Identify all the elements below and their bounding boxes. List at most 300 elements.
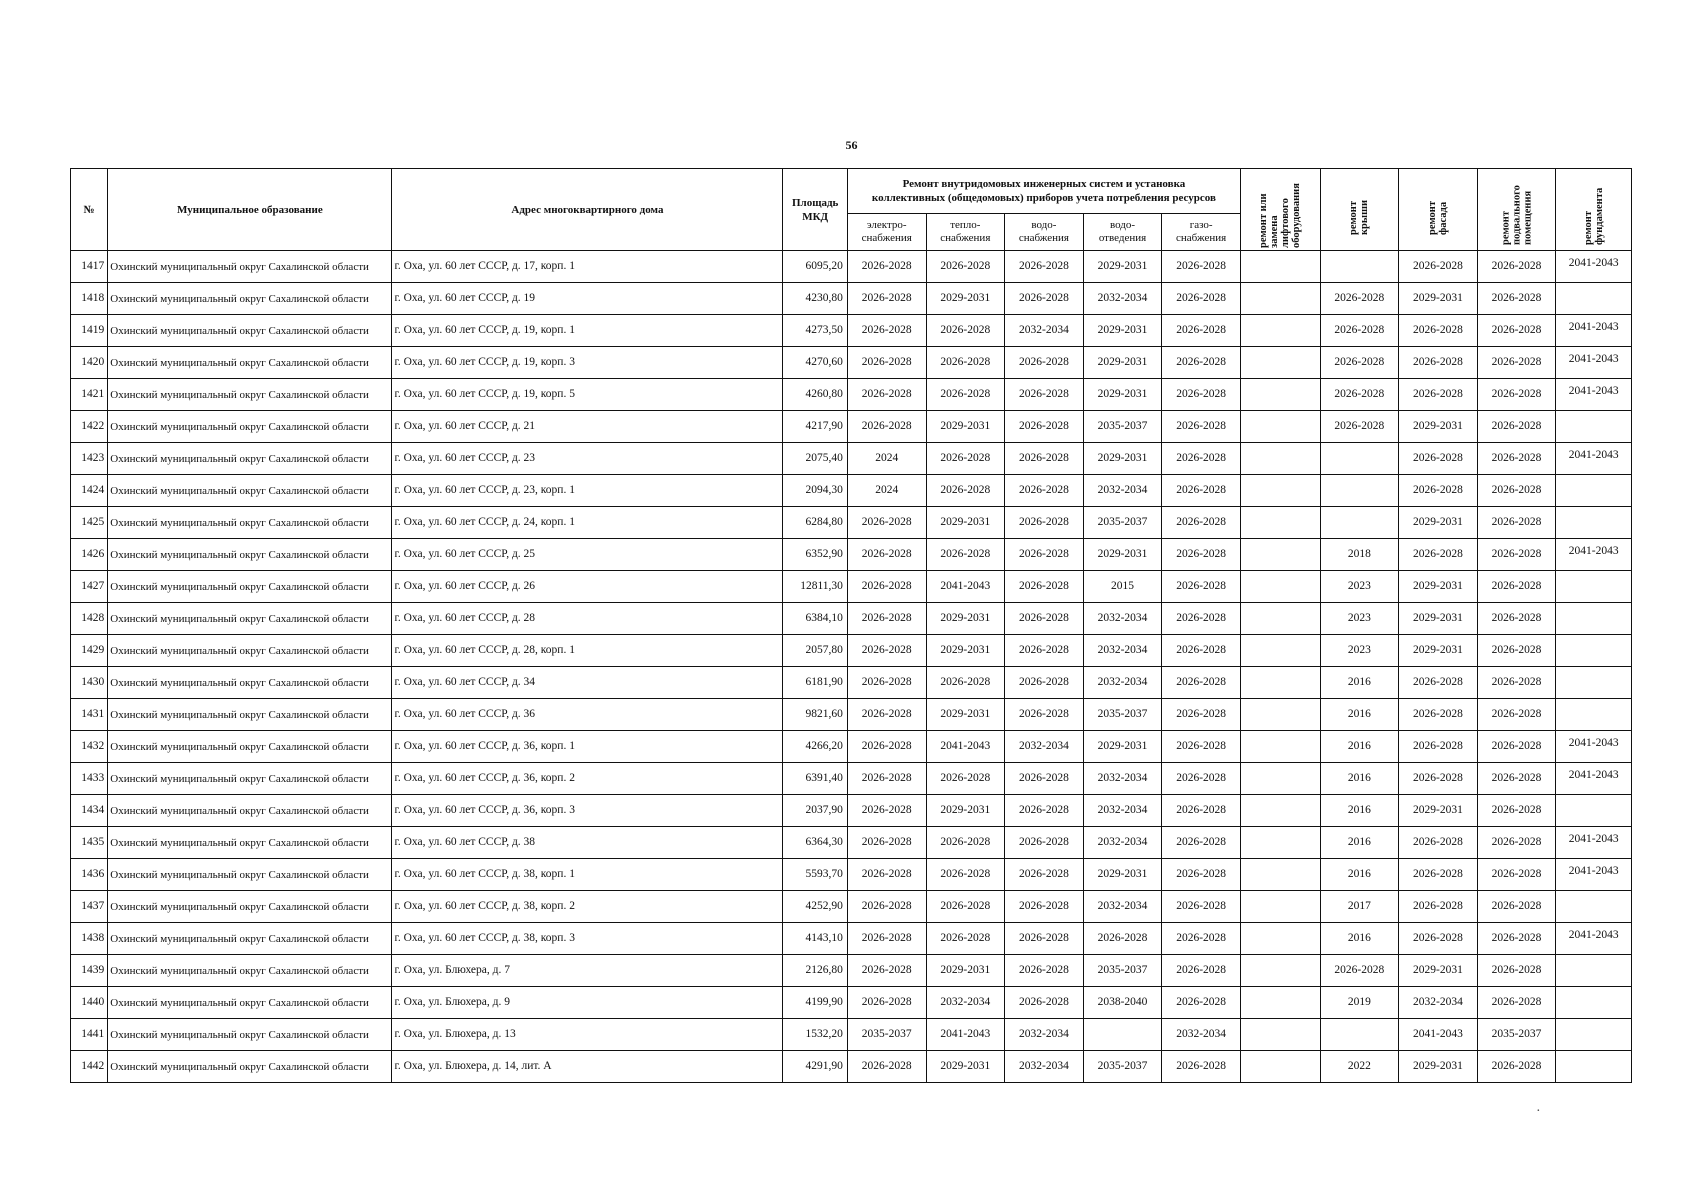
- cell-gas: 2026-2028: [1162, 603, 1241, 635]
- cell-area: 5593,70: [783, 859, 847, 891]
- cell-sewage: 2032-2034: [1083, 667, 1162, 699]
- cell-num: 1422: [71, 411, 108, 443]
- cell-municipality: Охинский муниципальный округ Сахалинской области: [108, 507, 392, 539]
- cell-roof: 2016: [1320, 699, 1399, 731]
- cell-area: 4217,90: [783, 411, 847, 443]
- cell-facade: 2029-2031: [1399, 283, 1478, 315]
- table-row: [71, 251, 1632, 283]
- cell-foundation: [1556, 1019, 1632, 1051]
- cell-electro: 2026-2028: [847, 379, 926, 411]
- cell-foundation: 2041-2043: [1556, 923, 1632, 955]
- cell-heat: 2026-2028: [926, 379, 1005, 411]
- header-foundation: [1556, 169, 1632, 251]
- cell-electro: 2026-2028: [847, 315, 926, 347]
- cell-roof: [1320, 475, 1399, 507]
- cell-roof: 2023: [1320, 571, 1399, 603]
- cell-sewage: 2029-2031: [1083, 443, 1162, 475]
- cell-electro: 2026-2028: [847, 795, 926, 827]
- cell-foundation: 2041-2043: [1556, 379, 1632, 411]
- cell-lift: [1240, 411, 1320, 443]
- cell-roof: 2022: [1320, 1051, 1399, 1083]
- cell-foundation: [1556, 571, 1632, 603]
- cell-municipality: Охинский муниципальный округ Сахалинской области: [108, 379, 392, 411]
- cell-num: 1437: [71, 891, 108, 923]
- cell-water: 2032-2034: [1005, 1019, 1084, 1051]
- page-number: 56: [845, 138, 858, 152]
- cell-area: 2094,30: [783, 475, 847, 507]
- cell-area: 12811,30: [783, 571, 847, 603]
- cell-basement: 2026-2028: [1477, 539, 1556, 571]
- cell-water: 2026-2028: [1005, 699, 1084, 731]
- cell-facade: 2026-2028: [1399, 827, 1478, 859]
- cell-area: 2057,80: [783, 635, 847, 667]
- cell-num: 1432: [71, 731, 108, 763]
- cell-sewage: 2035-2037: [1083, 1051, 1162, 1083]
- cell-sewage: 2029-2031: [1083, 539, 1162, 571]
- cell-electro: 2026-2028: [847, 667, 926, 699]
- cell-electro: 2026-2028: [847, 987, 926, 1019]
- cell-area: 6384,10: [783, 603, 847, 635]
- cell-sewage: 2032-2034: [1083, 763, 1162, 795]
- header-water: водо-снабжения: [1005, 214, 1084, 251]
- cell-electro: 2026-2028: [847, 763, 926, 795]
- cell-gas: 2026-2028: [1162, 731, 1241, 763]
- cell-foundation: [1556, 603, 1632, 635]
- cell-address: г. Оха, ул. Блюхера, д. 13: [392, 1019, 783, 1051]
- cell-municipality: Охинский муниципальный округ Сахалинской области: [108, 443, 392, 475]
- cell-electro: 2026-2028: [847, 891, 926, 923]
- cell-heat: 2032-2034: [926, 987, 1005, 1019]
- cell-foundation: 2041-2043: [1556, 315, 1632, 347]
- cell-basement: 2026-2028: [1477, 667, 1556, 699]
- cell-num: 1421: [71, 379, 108, 411]
- header-area: Площадь МКД: [783, 169, 847, 251]
- cell-foundation: [1556, 507, 1632, 539]
- cell-water: 2026-2028: [1005, 443, 1084, 475]
- cell-gas: 2026-2028: [1162, 347, 1241, 379]
- cell-basement: 2026-2028: [1477, 891, 1556, 923]
- header-roof-text: ремонт крыши: [1348, 199, 1371, 235]
- cell-num: 1441: [71, 1019, 108, 1051]
- cell-roof: 2016: [1320, 731, 1399, 763]
- cell-sewage: 2029-2031: [1083, 859, 1162, 891]
- cell-area: 4266,20: [783, 731, 847, 763]
- cell-water: 2026-2028: [1005, 603, 1084, 635]
- cell-municipality: Охинский муниципальный округ Сахалинской области: [108, 571, 392, 603]
- cell-num: 1429: [71, 635, 108, 667]
- cell-foundation: [1556, 667, 1632, 699]
- cell-water: 2026-2028: [1005, 859, 1084, 891]
- cell-lift: [1240, 379, 1320, 411]
- cell-foundation: [1556, 283, 1632, 315]
- cell-facade: 2032-2034: [1399, 987, 1478, 1019]
- cell-sewage: 2032-2034: [1083, 827, 1162, 859]
- cell-water: 2026-2028: [1005, 763, 1084, 795]
- cell-lift: [1240, 667, 1320, 699]
- cell-facade: 2029-2031: [1399, 571, 1478, 603]
- cell-roof: 2016: [1320, 923, 1399, 955]
- cell-electro: 2026-2028: [847, 603, 926, 635]
- cell-sewage: 2029-2031: [1083, 379, 1162, 411]
- cell-gas: 2026-2028: [1162, 827, 1241, 859]
- cell-municipality: Охинский муниципальный округ Сахалинской области: [108, 955, 392, 987]
- cell-electro: 2026-2028: [847, 347, 926, 379]
- cell-roof: 2016: [1320, 667, 1399, 699]
- cell-roof: 2026-2028: [1320, 283, 1399, 315]
- cell-electro: 2026-2028: [847, 251, 926, 283]
- cell-basement: 2026-2028: [1477, 315, 1556, 347]
- cell-facade: 2029-2031: [1399, 795, 1478, 827]
- cell-heat: 2041-2043: [926, 731, 1005, 763]
- cell-sewage: 2035-2037: [1083, 507, 1162, 539]
- table-row: [71, 571, 1632, 603]
- cell-area: 4270,60: [783, 347, 847, 379]
- cell-lift: [1240, 283, 1320, 315]
- table-row: [71, 667, 1632, 699]
- cell-address: г. Оха, ул. Блюхера, д. 7: [392, 955, 783, 987]
- cell-lift: [1240, 795, 1320, 827]
- cell-lift: [1240, 347, 1320, 379]
- cell-foundation: 2041-2043: [1556, 251, 1632, 283]
- cell-basement: 2026-2028: [1477, 475, 1556, 507]
- cell-electro: 2026-2028: [847, 283, 926, 315]
- cell-facade: 2029-2031: [1399, 411, 1478, 443]
- table-row: [71, 891, 1632, 923]
- cell-gas: 2026-2028: [1162, 763, 1241, 795]
- cell-water: 2026-2028: [1005, 539, 1084, 571]
- cell-lift: [1240, 763, 1320, 795]
- header-address: Адрес многоквартирного дома: [392, 169, 783, 251]
- table-row: [71, 763, 1632, 795]
- cell-gas: 2026-2028: [1162, 283, 1241, 315]
- cell-address: г. Оха, ул. Блюхера, д. 9: [392, 987, 783, 1019]
- cell-roof: 2023: [1320, 635, 1399, 667]
- cell-facade: 2026-2028: [1399, 699, 1478, 731]
- cell-gas: 2026-2028: [1162, 987, 1241, 1019]
- cell-water: 2026-2028: [1005, 667, 1084, 699]
- cell-address: г. Оха, ул. 60 лет СССР, д. 19, корп. 5: [392, 379, 783, 411]
- cell-num: 1439: [71, 955, 108, 987]
- cell-area: 6352,90: [783, 539, 847, 571]
- cell-municipality: Охинский муниципальный округ Сахалинской области: [108, 763, 392, 795]
- cell-municipality: Охинский муниципальный округ Сахалинской области: [108, 827, 392, 859]
- cell-roof: 2023: [1320, 603, 1399, 635]
- cell-facade: 2026-2028: [1399, 443, 1478, 475]
- cell-basement: 2026-2028: [1477, 731, 1556, 763]
- cell-address: г. Оха, ул. 60 лет СССР, д. 36, корп. 2: [392, 763, 783, 795]
- cell-basement: 2026-2028: [1477, 827, 1556, 859]
- cell-address: г. Оха, ул. 60 лет СССР, д. 38, корп. 2: [392, 891, 783, 923]
- cell-electro: 2026-2028: [847, 411, 926, 443]
- cell-area: 9821,60: [783, 699, 847, 731]
- cell-address: г. Оха, ул. 60 лет СССР, д. 24, корп. 1: [392, 507, 783, 539]
- cell-num: 1425: [71, 507, 108, 539]
- cell-num: 1434: [71, 795, 108, 827]
- cell-municipality: Охинский муниципальный округ Сахалинской области: [108, 475, 392, 507]
- cell-electro: 2026-2028: [847, 1051, 926, 1083]
- cell-facade: 2026-2028: [1399, 859, 1478, 891]
- table-row: [71, 539, 1632, 571]
- cell-sewage: 2032-2034: [1083, 283, 1162, 315]
- cell-facade: 2029-2031: [1399, 635, 1478, 667]
- cell-area: 6095,20: [783, 251, 847, 283]
- cell-municipality: Охинский муниципальный округ Сахалинской области: [108, 699, 392, 731]
- cell-municipality: Охинский муниципальный округ Сахалинской области: [108, 283, 392, 315]
- cell-electro: 2026-2028: [847, 859, 926, 891]
- cell-foundation: [1556, 1051, 1632, 1083]
- table-row: [71, 1051, 1632, 1083]
- cell-gas: 2026-2028: [1162, 411, 1241, 443]
- cell-foundation: 2041-2043: [1556, 347, 1632, 379]
- cell-foundation: 2041-2043: [1556, 763, 1632, 795]
- cell-water: 2026-2028: [1005, 795, 1084, 827]
- header-electro: электро-снабжения: [847, 214, 926, 251]
- cell-lift: [1240, 475, 1320, 507]
- cell-roof: 2016: [1320, 827, 1399, 859]
- cell-basement: 2026-2028: [1477, 251, 1556, 283]
- cell-gas: 2026-2028: [1162, 507, 1241, 539]
- cell-roof: [1320, 251, 1399, 283]
- cell-lift: [1240, 891, 1320, 923]
- cell-municipality: Охинский муниципальный округ Сахалинской области: [108, 1051, 392, 1083]
- cell-address: г. Оха, ул. 60 лет СССР, д. 38, корп. 1: [392, 859, 783, 891]
- cell-num: 1417: [71, 251, 108, 283]
- cell-basement: 2026-2028: [1477, 411, 1556, 443]
- cell-sewage: 2032-2034: [1083, 475, 1162, 507]
- cell-foundation: [1556, 987, 1632, 1019]
- table-row: [71, 283, 1632, 315]
- cell-heat: 2026-2028: [926, 891, 1005, 923]
- cell-heat: 2029-2031: [926, 635, 1005, 667]
- cell-num: 1424: [71, 475, 108, 507]
- cell-gas: 2026-2028: [1162, 475, 1241, 507]
- cell-num: 1433: [71, 763, 108, 795]
- cell-gas: 2026-2028: [1162, 539, 1241, 571]
- table-row: [71, 635, 1632, 667]
- cell-facade: 2026-2028: [1399, 315, 1478, 347]
- cell-lift: [1240, 635, 1320, 667]
- cell-address: г. Оха, ул. 60 лет СССР, д. 19: [392, 283, 783, 315]
- cell-heat: 2029-2031: [926, 411, 1005, 443]
- cell-gas: 2026-2028: [1162, 795, 1241, 827]
- header-municipality: Муниципальное образование: [108, 169, 392, 251]
- cell-heat: 2026-2028: [926, 859, 1005, 891]
- cell-gas: 2026-2028: [1162, 379, 1241, 411]
- cell-municipality: Охинский муниципальный округ Сахалинской области: [108, 347, 392, 379]
- cell-area: 1532,20: [783, 1019, 847, 1051]
- cell-lift: [1240, 571, 1320, 603]
- header-row-top: [71, 169, 1632, 214]
- cell-municipality: Охинский муниципальный округ Сахалинской области: [108, 251, 392, 283]
- cell-sewage: 2026-2028: [1083, 923, 1162, 955]
- cell-num: 1436: [71, 859, 108, 891]
- cell-municipality: Охинский муниципальный округ Сахалинской области: [108, 667, 392, 699]
- repair-schedule-table: [70, 168, 1632, 1083]
- cell-roof: 2019: [1320, 987, 1399, 1019]
- header-heat: тепло-снабжения: [926, 214, 1005, 251]
- cell-num: 1442: [71, 1051, 108, 1083]
- cell-num: 1420: [71, 347, 108, 379]
- cell-electro: 2024: [847, 443, 926, 475]
- cell-area: 4143,10: [783, 923, 847, 955]
- cell-roof: 2026-2028: [1320, 315, 1399, 347]
- cell-address: г. Оха, ул. 60 лет СССР, д. 19, корп. 1: [392, 315, 783, 347]
- cell-basement: 2026-2028: [1477, 859, 1556, 891]
- cell-num: 1440: [71, 987, 108, 1019]
- cell-electro: 2026-2028: [847, 955, 926, 987]
- cell-basement: 2035-2037: [1477, 1019, 1556, 1051]
- cell-water: 2026-2028: [1005, 827, 1084, 859]
- cell-address: г. Оха, ул. 60 лет СССР, д. 28: [392, 603, 783, 635]
- cell-municipality: Охинский муниципальный округ Сахалинской области: [108, 603, 392, 635]
- cell-municipality: Охинский муниципальный округ Сахалинской области: [108, 411, 392, 443]
- header-num: №: [71, 169, 108, 251]
- cell-municipality: Охинский муниципальный округ Сахалинской области: [108, 891, 392, 923]
- cell-heat: 2041-2043: [926, 571, 1005, 603]
- cell-roof: 2026-2028: [1320, 955, 1399, 987]
- cell-basement: 2026-2028: [1477, 603, 1556, 635]
- cell-facade: 2029-2031: [1399, 955, 1478, 987]
- cell-sewage: 2038-2040: [1083, 987, 1162, 1019]
- header-basement: [1477, 169, 1556, 251]
- cell-area: 6364,30: [783, 827, 847, 859]
- cell-water: 2026-2028: [1005, 379, 1084, 411]
- cell-electro: 2026-2028: [847, 827, 926, 859]
- cell-basement: 2026-2028: [1477, 283, 1556, 315]
- cell-electro: 2026-2028: [847, 635, 926, 667]
- cell-water: 2026-2028: [1005, 987, 1084, 1019]
- table-row: [71, 859, 1632, 891]
- cell-water: 2026-2028: [1005, 507, 1084, 539]
- table-row: [71, 827, 1632, 859]
- cell-lift: [1240, 955, 1320, 987]
- cell-roof: 2026-2028: [1320, 379, 1399, 411]
- cell-address: г. Оха, ул. 60 лет СССР, д. 19, корп. 3: [392, 347, 783, 379]
- cell-num: 1431: [71, 699, 108, 731]
- cell-facade: 2026-2028: [1399, 475, 1478, 507]
- cell-sewage: 2029-2031: [1083, 731, 1162, 763]
- cell-water: 2026-2028: [1005, 411, 1084, 443]
- cell-lift: [1240, 251, 1320, 283]
- cell-area: 6284,80: [783, 507, 847, 539]
- cell-facade: 2029-2031: [1399, 1051, 1478, 1083]
- cell-lift: [1240, 699, 1320, 731]
- cell-electro: 2024: [847, 475, 926, 507]
- cell-address: г. Оха, ул. 60 лет СССР, д. 36, корп. 1: [392, 731, 783, 763]
- cell-basement: 2026-2028: [1477, 347, 1556, 379]
- cell-sewage: 2032-2034: [1083, 635, 1162, 667]
- cell-municipality: Охинский муниципальный округ Сахалинской области: [108, 987, 392, 1019]
- table-row: [71, 955, 1632, 987]
- cell-basement: 2026-2028: [1477, 443, 1556, 475]
- cell-roof: [1320, 443, 1399, 475]
- cell-water: 2026-2028: [1005, 635, 1084, 667]
- cell-foundation: 2041-2043: [1556, 859, 1632, 891]
- cell-area: 4230,80: [783, 283, 847, 315]
- cell-gas: 2026-2028: [1162, 251, 1241, 283]
- cell-address: г. Оха, ул. 60 лет СССР, д. 23: [392, 443, 783, 475]
- cell-area: 6391,40: [783, 763, 847, 795]
- cell-roof: 2016: [1320, 795, 1399, 827]
- table-row: [71, 923, 1632, 955]
- cell-roof: 2026-2028: [1320, 411, 1399, 443]
- table-row: [71, 379, 1632, 411]
- table-row: [71, 795, 1632, 827]
- table-row: [71, 475, 1632, 507]
- cell-municipality: Охинский муниципальный округ Сахалинской области: [108, 635, 392, 667]
- cell-water: 2032-2034: [1005, 731, 1084, 763]
- cell-heat: 2026-2028: [926, 827, 1005, 859]
- cell-foundation: [1556, 411, 1632, 443]
- cell-sewage: 2035-2037: [1083, 955, 1162, 987]
- header-foundation-text: ремонт фундамента: [1582, 187, 1605, 245]
- cell-address: г. Оха, ул. 60 лет СССР, д. 21: [392, 411, 783, 443]
- cell-lift: [1240, 443, 1320, 475]
- cell-municipality: Охинский муниципальный округ Сахалинской области: [108, 539, 392, 571]
- cell-area: 4260,80: [783, 379, 847, 411]
- cell-lift: [1240, 507, 1320, 539]
- cell-heat: 2026-2028: [926, 475, 1005, 507]
- cell-roof: 2026-2028: [1320, 347, 1399, 379]
- cell-heat: 2041-2043: [926, 1019, 1005, 1051]
- cell-gas: 2026-2028: [1162, 955, 1241, 987]
- cell-heat: 2026-2028: [926, 923, 1005, 955]
- table-row: [71, 347, 1632, 379]
- cell-facade: 2026-2028: [1399, 251, 1478, 283]
- cell-facade: 2029-2031: [1399, 507, 1478, 539]
- cell-heat: 2026-2028: [926, 667, 1005, 699]
- cell-foundation: [1556, 795, 1632, 827]
- cell-sewage: 2015: [1083, 571, 1162, 603]
- header-gas: газо-снабжения: [1162, 214, 1241, 251]
- cell-sewage: 2032-2034: [1083, 891, 1162, 923]
- cell-water: 2026-2028: [1005, 891, 1084, 923]
- table-row: [71, 411, 1632, 443]
- cell-lift: [1240, 987, 1320, 1019]
- cell-facade: 2029-2031: [1399, 603, 1478, 635]
- table-row: [71, 507, 1632, 539]
- cell-area: 2037,90: [783, 795, 847, 827]
- cell-address: г. Оха, ул. 60 лет СССР, д. 23, корп. 1: [392, 475, 783, 507]
- cell-address: г. Оха, ул. 60 лет СССР, д. 26: [392, 571, 783, 603]
- cell-gas: 2026-2028: [1162, 891, 1241, 923]
- cell-heat: 2029-2031: [926, 603, 1005, 635]
- cell-facade: 2026-2028: [1399, 763, 1478, 795]
- header-sewage: водо-отведения: [1083, 214, 1162, 251]
- cell-num: 1426: [71, 539, 108, 571]
- cell-area: 4252,90: [783, 891, 847, 923]
- header-roof: [1320, 169, 1399, 251]
- cell-num: 1427: [71, 571, 108, 603]
- cell-num: 1428: [71, 603, 108, 635]
- cell-facade: 2026-2028: [1399, 539, 1478, 571]
- header-lift-text: ремонт или замена лифтового оборудования: [1258, 182, 1303, 248]
- cell-area: 4291,90: [783, 1051, 847, 1083]
- cell-gas: 2026-2028: [1162, 635, 1241, 667]
- cell-gas: 2026-2028: [1162, 699, 1241, 731]
- cell-sewage: [1083, 1019, 1162, 1051]
- cell-heat: 2026-2028: [926, 443, 1005, 475]
- cell-foundation: [1556, 475, 1632, 507]
- cell-basement: 2026-2028: [1477, 795, 1556, 827]
- cell-lift: [1240, 539, 1320, 571]
- cell-water: 2026-2028: [1005, 251, 1084, 283]
- cell-heat: 2026-2028: [926, 539, 1005, 571]
- cell-address: г. Оха, ул. 60 лет СССР, д. 34: [392, 667, 783, 699]
- cell-heat: 2029-2031: [926, 955, 1005, 987]
- cell-sewage: 2035-2037: [1083, 699, 1162, 731]
- table-row: [71, 443, 1632, 475]
